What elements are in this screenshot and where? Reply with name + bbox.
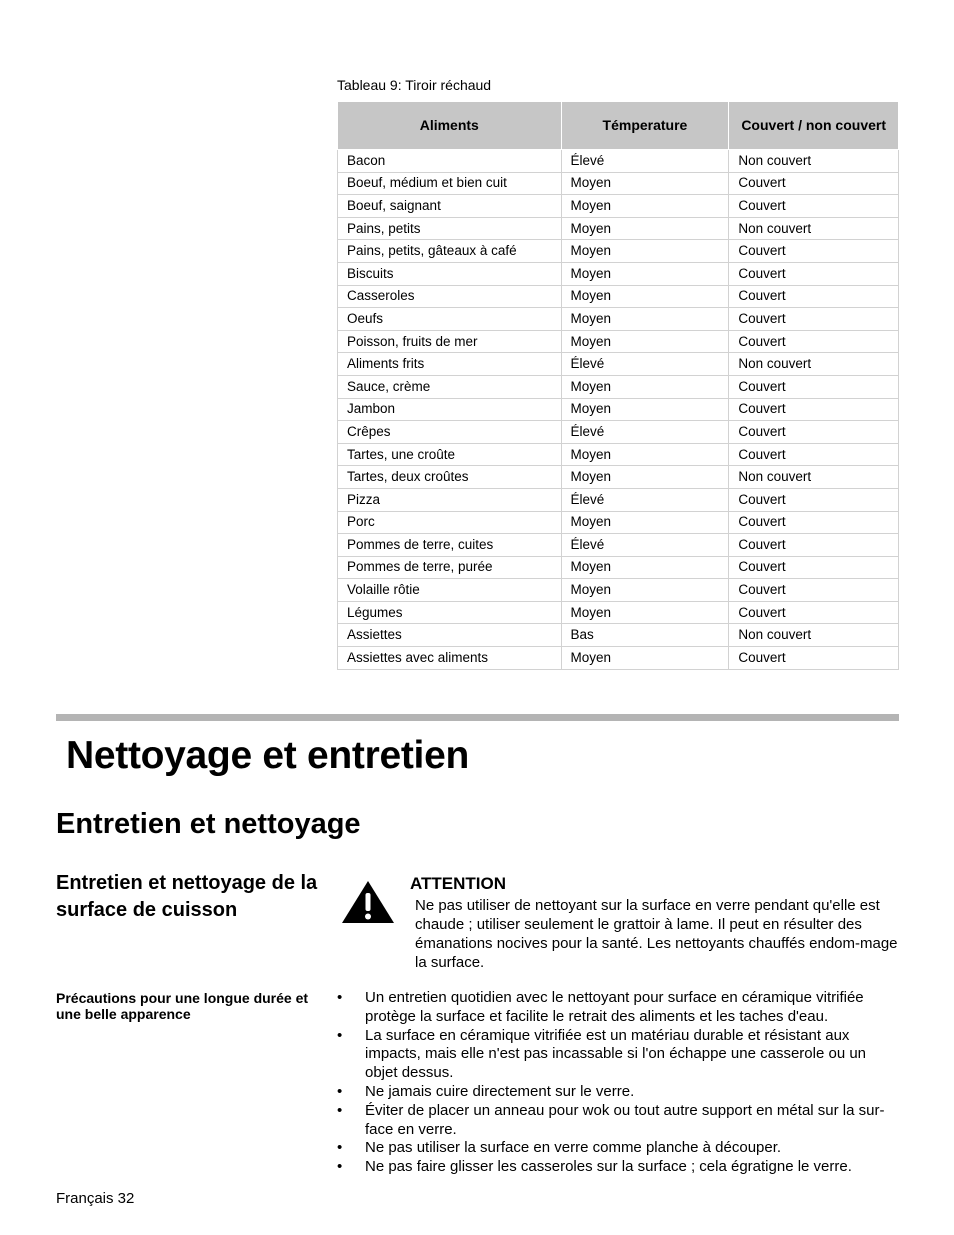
list-item [337,1083,899,1102]
cell-temperature: Moyen [561,330,729,353]
cell-couvert: Couvert [729,488,899,511]
table-row [338,443,899,466]
section-subtitle: Entretien et nettoyage [56,808,361,840]
page-footer: Français 32 [56,1190,135,1207]
cell-aliment: Volaille rôtie [338,579,562,602]
bullet-icon: • [337,1139,343,1157]
cell-couvert: Couvert [729,285,899,308]
header-aliments: Aliments [338,102,562,150]
cell-couvert: Couvert [729,443,899,466]
cell-couvert: Couvert [729,556,899,579]
cell-aliment: Assiettes [338,624,562,647]
bullet-icon: • [337,989,343,1006]
cell-aliment: Oeufs [338,308,562,331]
cell-couvert: Couvert [729,330,899,353]
cell-couvert: Couvert [729,511,899,534]
cell-couvert: Couvert [729,240,899,263]
cell-couvert: Couvert [729,534,899,557]
table-row [338,375,899,398]
list-item-text: Ne pas faire glisser les casseroles sur la surface ; cela égratigne le verre. [365,1158,852,1176]
cell-couvert: Couvert [729,647,899,670]
table-row [338,172,899,195]
table-row [338,511,899,534]
table-row [338,240,899,263]
table-row [338,534,899,557]
cell-aliment: Casseroles [338,285,562,308]
subsection-title: Entretien et nettoyage de la surface de cuisson [56,872,318,921]
cell-temperature: Élevé [561,534,729,557]
cell-temperature: Moyen [561,240,729,263]
cell-couvert: Couvert [729,579,899,602]
table-row [338,398,899,421]
cell-aliment: Légumes [338,601,562,624]
table-row [338,488,899,511]
attention-text: Ne pas utiliser de nettoyant sur la surface en verre pendant qu'elle est chaude ; utiliser seulement le grattoir à lame. Il peut en résulter des émanations nocives pour la santé. Les nettoyants chauffés endom-mage la surface. [415,897,898,971]
precautions-title: Précautions pour une longue durée et une belle apparence [56,990,309,1022]
cell-couvert: Couvert [729,601,899,624]
cell-couvert: Couvert [729,308,899,331]
cell-couvert: Non couvert [729,217,899,240]
table-row [338,285,899,308]
bullet-icon: • [337,1026,343,1044]
cell-temperature: Moyen [561,443,729,466]
cell-couvert: Couvert [729,172,899,195]
cell-temperature: Moyen [561,511,729,534]
table-row [338,624,899,647]
cell-aliment: Boeuf, saignant [338,195,562,218]
table-row [338,647,899,670]
table-row [338,421,899,444]
table-row [338,262,899,285]
cell-aliment: Pains, petits, gâteaux à café [338,240,562,263]
cell-aliment: Crêpes [338,421,562,444]
cell-aliment: Poisson, fruits de mer [338,330,562,353]
cell-temperature: Moyen [561,308,729,331]
table-row [338,579,899,602]
cell-couvert: Non couvert [729,466,899,489]
list-item [337,1158,899,1177]
cell-couvert: Non couvert [729,150,899,173]
cell-temperature: Moyen [561,647,729,670]
table-header-row [338,102,899,150]
cell-aliment: Sauce, crème [338,375,562,398]
section-divider [56,714,899,721]
cell-couvert: Non couvert [729,353,899,376]
cell-temperature: Moyen [561,579,729,602]
cell-temperature: Moyen [561,285,729,308]
header-couvert: Couvert / non couvert [729,102,899,150]
cell-aliment: Tartes, une croûte [338,443,562,466]
cell-aliment: Boeuf, médium et bien cuit [338,172,562,195]
cell-temperature: Bas [561,624,729,647]
cell-temperature: Moyen [561,466,729,489]
bullet-icon: • [337,1158,343,1176]
page-title: Nettoyage et entretien [66,734,469,777]
list-item [337,1102,899,1140]
table-row [338,308,899,331]
table-row [338,330,899,353]
table-body [338,150,899,670]
list-item-text: Ne pas utiliser la surface en verre comme planche à découper. [365,1139,782,1157]
cell-couvert: Couvert [729,262,899,285]
table-row [338,217,899,240]
cell-aliment: Bacon [338,150,562,173]
cell-temperature: Élevé [561,421,729,444]
table-row [338,353,899,376]
cell-temperature: Moyen [561,217,729,240]
table-row [338,195,899,218]
cell-temperature: Élevé [561,150,729,173]
cell-temperature: Élevé [561,488,729,511]
cell-aliment: Pains, petits [338,217,562,240]
warming-drawer-table [337,101,899,670]
cell-couvert: Couvert [729,398,899,421]
cell-couvert: Non couvert [729,624,899,647]
cell-aliment: Pizza [338,488,562,511]
cell-temperature: Moyen [561,195,729,218]
cell-aliment: Pommes de terre, cuites [338,534,562,557]
cell-temperature: Moyen [561,262,729,285]
list-item-text: Un entretien quotidien avec le nettoyant pour surface en céramique vitrifiée protège la surface et facilite le retrait des aliments et les taches d'eau. [365,989,864,1025]
cell-temperature: Moyen [561,172,729,195]
cell-couvert: Couvert [729,195,899,218]
table-row [338,466,899,489]
table-row [338,150,899,173]
cell-couvert: Couvert [729,375,899,398]
list-item-text: Ne jamais cuire directement sur le verre. [365,1082,635,1100]
list-item [337,1139,899,1158]
cell-aliment: Jambon [338,398,562,421]
attention-title: ATTENTION [410,874,507,893]
table-caption: Tableau 9: Tiroir réchaud [337,77,492,93]
bullet-icon: • [337,1101,343,1119]
table-row [338,601,899,624]
warning-triangle-icon [340,879,396,925]
cell-temperature: Moyen [561,398,729,421]
cell-aliment: Tartes, deux croûtes [338,466,562,489]
cell-temperature: Moyen [561,556,729,579]
list-item [337,989,899,1027]
precautions-list [337,989,899,1177]
cell-aliment: Biscuits [338,262,562,285]
list-item [337,1027,899,1083]
cell-aliment: Assiettes avec aliments [338,647,562,670]
cell-temperature: Moyen [561,375,729,398]
cell-couvert: Couvert [729,421,899,444]
list-item-text: Éviter de placer un anneau pour wok ou tout autre support en métal sur la sur-face en verre. [365,1101,885,1138]
list-item-text: La surface en céramique vitrifiée est un matériau durable et résistant aux impacts, mais elle n'est pas incassable si l'on échappe une casserole ou un objet dessus. [365,1026,867,1082]
bullet-icon: • [337,1082,343,1100]
header-temperature: Témperature [561,102,729,150]
cell-aliment: Porc [338,511,562,534]
cell-aliment: Pommes de terre, purée [338,556,562,579]
cell-aliment: Aliments frits [338,353,562,376]
cell-temperature: Moyen [561,601,729,624]
cell-temperature: Élevé [561,353,729,376]
table-row [338,556,899,579]
